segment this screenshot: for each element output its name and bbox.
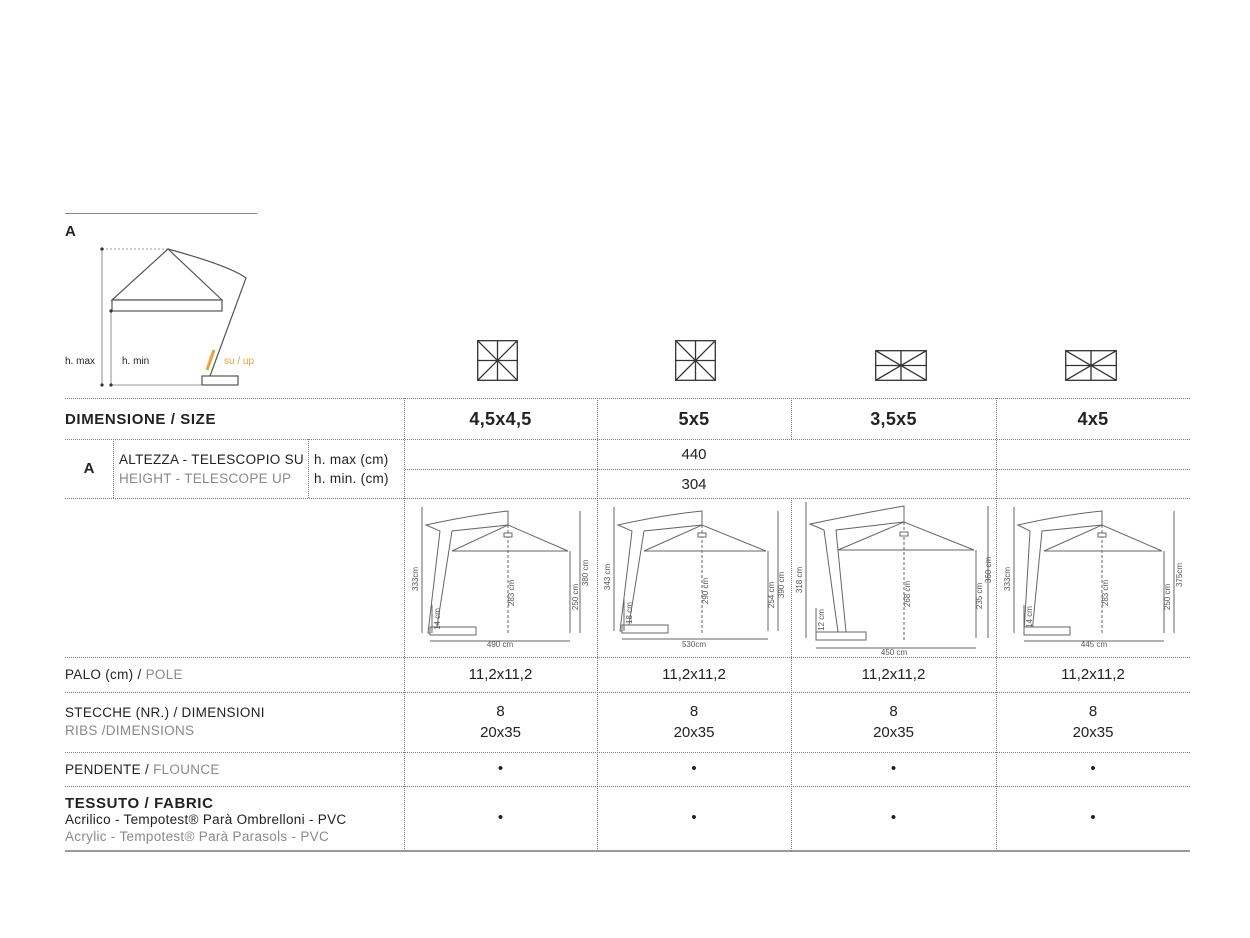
column-rule	[597, 398, 598, 851]
dim-mid-height: 290 cm	[701, 577, 710, 605]
dim-base-height: 14 cm	[433, 608, 442, 630]
flounce-label	[65, 762, 220, 777]
umbrella-dimension-diagram	[412, 505, 592, 655]
row-rule	[65, 657, 1190, 658]
fabric-dot: •	[1090, 809, 1096, 826]
ribs-count: 8	[889, 703, 898, 720]
flounce-dot: •	[890, 760, 897, 777]
height-label-it: ALTEZZA - TELESCOPIO SU	[119, 452, 304, 467]
dim-total-height: 318 cm	[795, 566, 804, 594]
column-rule	[113, 439, 114, 498]
pole-value: 11,2x11,2	[1061, 666, 1125, 683]
flounce-label-en: FLOUNCE	[153, 762, 220, 777]
dim-width: 490 cm	[486, 640, 514, 649]
dim-width: 445 cm	[1080, 640, 1108, 649]
column-rule	[996, 398, 997, 851]
ribs-dims: 20x35	[673, 724, 715, 741]
rectangle-canopy-icon	[1065, 350, 1117, 381]
dim-mid-height: 283 cm	[507, 579, 516, 607]
hmax-label: h. max (cm)	[314, 452, 389, 467]
ribs-dims: 20x35	[480, 724, 521, 741]
rectangle-canopy-icon	[875, 350, 927, 381]
su-up-label: su / up	[224, 356, 255, 367]
umbrella-dimension-diagram	[602, 505, 786, 655]
table-top-rule	[65, 398, 1190, 399]
ribs-label-en: RIBS /DIMENSIONS	[65, 723, 195, 738]
row-rule	[65, 498, 1190, 499]
dim-base-height: 18 cm	[625, 602, 634, 624]
hmin-label: h. min. (cm)	[314, 471, 389, 486]
ribs-dims: 20x35	[1072, 724, 1114, 741]
umbrella-dimension-diagram	[794, 500, 992, 658]
dim-mid-height: 283 cm	[1101, 579, 1110, 607]
fabric-title: TESSUTO / FABRIC	[65, 795, 214, 812]
height-row-letter: A	[83, 460, 95, 477]
row-rule	[65, 786, 1190, 787]
size-3-5x5: 3,5x5	[870, 409, 917, 429]
fabric-dot: •	[890, 809, 897, 826]
dim-mid-height: 268 cm	[903, 580, 912, 608]
dim-low-height: 254 cm	[767, 581, 776, 609]
size-5x5: 5x5	[678, 409, 710, 429]
dim-low-height: 250 cm	[571, 583, 580, 611]
pole-value: 11,2x11,2	[861, 666, 926, 683]
square-canopy-icon	[675, 340, 716, 381]
dimension-size-label: DIMENSIONE / SIZE	[65, 411, 217, 428]
umbrella-dimension-diagram	[1002, 505, 1186, 655]
fabric-line-en: Acrylic - Tempotest® Parà Parasols - PVC	[65, 829, 330, 844]
dim-width: 530cm	[681, 640, 707, 649]
ribs-label-it: STECCHE (NR.) / DIMENSIONI	[65, 705, 265, 720]
dim-total-height: 343 cm	[603, 563, 612, 591]
column-rule	[308, 439, 309, 498]
top-divider	[65, 213, 257, 214]
table-bottom-rule	[65, 850, 1190, 852]
section-letter: A	[65, 223, 76, 240]
size-4x5: 4x5	[1077, 409, 1109, 429]
ribs-count: 8	[1088, 703, 1098, 720]
column-rule	[404, 398, 405, 851]
ribs-count: 8	[496, 703, 505, 720]
dim-total-height: 333cm	[411, 566, 420, 592]
flounce-label-it: PENDENTE /	[65, 762, 150, 777]
dim-base-height: 12 cm	[817, 609, 826, 631]
pole-label	[65, 667, 183, 682]
hmin-value: 304	[681, 476, 707, 493]
dim-right-height: 390 cm	[777, 571, 786, 599]
fabric-dot: •	[691, 809, 697, 826]
dim-right-height: 380 cm	[581, 559, 590, 587]
pole-label-it: PALO (cm) /	[65, 667, 142, 682]
dim-right-height: 375cm	[1175, 562, 1184, 588]
fabric-line-it: Acrilico - Tempotest® Parà Ombrelloni - PVC	[65, 812, 347, 827]
h-max-label: h. max	[65, 356, 96, 367]
size-4-5x4-5: 4,5x4,5	[469, 409, 532, 429]
dim-total-height: 333cm	[1003, 566, 1012, 592]
h-min-label: h. min	[122, 356, 150, 367]
pole-value: 11,2x11,2	[662, 666, 726, 683]
dim-right-height: 360 cm	[984, 556, 993, 584]
dim-low-height: 235 cm	[975, 582, 984, 610]
fabric-dot: •	[497, 809, 504, 826]
main-umbrella-diagram	[60, 238, 270, 393]
row-rule	[65, 752, 1190, 753]
flounce-dot: •	[1090, 760, 1096, 777]
height-label-en: HEIGHT - TELESCOPE UP	[119, 471, 292, 486]
ribs-dims: 20x35	[873, 724, 914, 741]
dim-width: 450 cm	[880, 648, 908, 657]
dim-base-height: 14 cm	[1025, 606, 1034, 628]
row-rule	[65, 692, 1190, 693]
pole-value: 11,2x11,2	[468, 666, 533, 683]
dim-low-height: 250 cm	[1163, 583, 1172, 611]
row-rule	[405, 469, 1190, 470]
flounce-dot: •	[691, 760, 697, 777]
pole-label-en: POLE	[145, 667, 183, 682]
row-rule	[65, 439, 1190, 440]
square-canopy-icon	[477, 340, 518, 381]
flounce-dot: •	[497, 760, 504, 777]
ribs-count: 8	[689, 703, 699, 720]
hmax-value: 440	[681, 446, 707, 463]
